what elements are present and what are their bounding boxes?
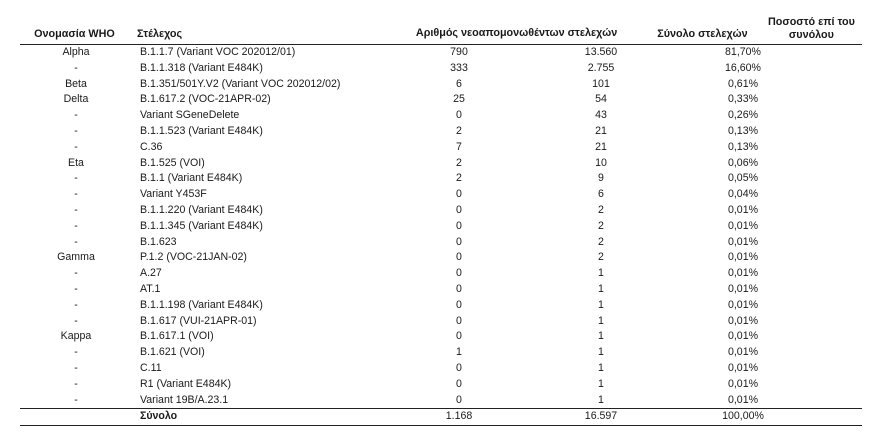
header-strain: Στέλεχος (136, 28, 183, 40)
cell-new: 2 (456, 124, 462, 137)
cell-new: 790 (450, 46, 468, 58)
totals-total: 16.597 (584, 410, 618, 423)
table-row (20, 171, 862, 187)
cell-new: 0 (456, 361, 462, 374)
header-pct: Ποσοστό επί του συνόλου (767, 16, 855, 41)
cell-strain: B.1.617.1 (VOI) (140, 330, 214, 343)
cell-who: - (74, 282, 78, 295)
cell-pct: 0,01% (727, 361, 759, 374)
table-row (20, 124, 862, 140)
cell-total: 1 (598, 298, 604, 311)
cell-total: 2 (598, 235, 604, 248)
cell-total: 54 (595, 93, 607, 106)
cell-strain: C.11 (140, 361, 162, 374)
cell-pct: 81,70% (725, 46, 761, 58)
cell-total: 2 (598, 219, 604, 232)
cell-pct: 0,01% (727, 393, 759, 406)
cell-who: - (74, 109, 78, 122)
cell-who: - (74, 140, 78, 153)
cell-total: 13.560 (584, 46, 618, 58)
cell-who: - (74, 188, 78, 201)
cell-strain: B.1.1 (Variant E484K) (140, 172, 243, 185)
cell-who: - (74, 235, 78, 248)
table-row (20, 187, 862, 203)
cell-pct: 0,01% (727, 298, 759, 311)
cell-who: Alpha (62, 46, 90, 58)
cell-pct: 0,06% (727, 156, 759, 169)
cell-who: Eta (68, 156, 84, 169)
cell-pct: 0,61% (727, 77, 759, 90)
cell-new: 0 (456, 267, 462, 280)
cell-new: 2 (456, 172, 462, 185)
table-row (20, 314, 862, 330)
cell-pct: 16,60% (725, 61, 761, 74)
header-total: Σύνολο στελεχών (657, 28, 748, 40)
cell-pct: 0,05% (727, 172, 759, 185)
table-row (20, 250, 862, 266)
cell-total: 1 (598, 361, 604, 374)
cell-total: 2 (598, 203, 604, 216)
cell-strain: Variant Y453F (140, 188, 207, 201)
totals-label: Σύνολο (140, 410, 178, 423)
cell-pct: 0,01% (727, 267, 759, 280)
cell-pct: 0,01% (727, 314, 759, 327)
table-row (20, 266, 862, 282)
cell-who: - (74, 314, 78, 327)
cell-new: 25 (453, 93, 465, 106)
cell-new: 0 (456, 251, 462, 264)
table-row (20, 92, 862, 108)
cell-total: 1 (598, 314, 604, 327)
cell-who: - (74, 346, 78, 359)
cell-new: 0 (456, 298, 462, 311)
cell-total: 1 (598, 346, 604, 359)
cell-total: 43 (595, 109, 607, 122)
cell-who: - (74, 361, 78, 374)
cell-strain: B.1.525 (VOI) (140, 156, 205, 169)
cell-total: 1 (598, 393, 604, 406)
table-header (20, 10, 862, 45)
cell-new: 0 (456, 393, 462, 406)
cell-new: 1 (456, 346, 462, 359)
cell-strain: A.27 (140, 267, 162, 280)
table-row (20, 77, 862, 93)
cell-new: 0 (456, 314, 462, 327)
cell-new: 0 (456, 235, 462, 248)
header-who: Ονομασία WHO (34, 28, 115, 40)
cell-strain: B.1.1.523 (Variant E484K) (140, 124, 263, 137)
totals-row (20, 408, 862, 426)
cell-total: 1 (598, 267, 604, 280)
header-new: Αριθμός νεοαπομονωθέντων στελεχών (415, 27, 618, 40)
cell-pct: 0,01% (727, 203, 759, 216)
cell-pct: 0,01% (727, 235, 759, 248)
cell-new: 0 (456, 203, 462, 216)
cell-strain: B.1.1.7 (Variant VOC 202012/01) (140, 46, 296, 58)
cell-pct: 0,01% (727, 330, 759, 343)
cell-total: 21 (595, 140, 607, 153)
table-row (20, 61, 862, 77)
cell-strain: B.1.1.345 (Variant E484K) (140, 219, 263, 232)
cell-who: - (74, 267, 78, 280)
table-row (20, 298, 862, 314)
cell-who: Delta (63, 93, 89, 106)
cell-pct: 0,33% (727, 93, 759, 106)
cell-pct: 0,04% (727, 188, 759, 201)
table-row (20, 45, 862, 61)
cell-new: 0 (456, 282, 462, 295)
cell-new: 333 (450, 61, 468, 74)
cell-pct: 0,01% (727, 346, 759, 359)
cell-pct: 0,13% (727, 140, 759, 153)
table-row (20, 108, 862, 124)
cell-pct: 0,01% (727, 219, 759, 232)
totals-new: 1.168 (445, 410, 473, 423)
cell-total: 6 (598, 188, 604, 201)
cell-total: 9 (598, 172, 604, 185)
table-row (20, 345, 862, 361)
cell-total: 1 (598, 377, 604, 390)
cell-strain: B.1.351/501Y.V2 (Variant VOC 202012/02) (140, 77, 341, 90)
cell-strain: B.1.617.2 (VOC-21APR-02) (140, 93, 271, 106)
cell-strain: Variant 19B/A.23.1 (140, 393, 229, 406)
cell-total: 2 (598, 251, 604, 264)
cell-pct: 0,26% (727, 109, 759, 122)
table-row (20, 361, 862, 377)
cell-new: 2 (456, 156, 462, 169)
table-row (20, 329, 862, 345)
cell-who: Kappa (60, 330, 92, 343)
table-row (20, 235, 862, 251)
cell-who: - (74, 298, 78, 311)
table-row (20, 377, 862, 393)
variants-table (20, 10, 862, 426)
cell-total: 2.755 (587, 61, 615, 74)
table-row (20, 140, 862, 156)
cell-strain: B.1.1.198 (Variant E484K) (140, 298, 263, 311)
cell-strain: B.1.617 (VUI-21APR-01) (140, 314, 257, 327)
cell-new: 0 (456, 188, 462, 201)
cell-total: 10 (595, 156, 607, 169)
cell-strain: B.1.621 (VOI) (140, 346, 205, 359)
cell-new: 7 (456, 140, 462, 153)
cell-pct: 0,01% (727, 251, 759, 264)
cell-who: Beta (65, 77, 87, 90)
table-body (20, 45, 862, 408)
table-row (20, 156, 862, 172)
cell-who: - (74, 219, 78, 232)
cell-who: - (74, 172, 78, 185)
cell-new: 6 (456, 77, 462, 90)
cell-who: - (74, 393, 78, 406)
cell-who: - (74, 124, 78, 137)
cell-total: 1 (598, 330, 604, 343)
cell-new: 0 (456, 330, 462, 343)
cell-who: - (74, 61, 78, 74)
cell-strain: B.1.1.318 (Variant E484K) (140, 61, 263, 74)
cell-who: Gamma (57, 251, 95, 264)
cell-total: 21 (595, 124, 607, 137)
cell-total: 101 (592, 77, 610, 90)
table-row (20, 219, 862, 235)
cell-strain: B.1.623 (140, 235, 177, 248)
cell-new: 0 (456, 219, 462, 232)
table-row (20, 282, 862, 298)
cell-pct: 0,01% (727, 282, 759, 295)
table-row (20, 393, 862, 409)
cell-strain: B.1.1.220 (Variant E484K) (140, 203, 263, 216)
table-row (20, 203, 862, 219)
cell-new: 0 (456, 109, 462, 122)
cell-strain: P.1.2 (VOC-21JAN-02) (140, 251, 247, 264)
cell-total: 1 (598, 282, 604, 295)
cell-strain: AT.1 (140, 282, 161, 295)
cell-new: 0 (456, 377, 462, 390)
cell-who: - (74, 377, 78, 390)
cell-who: - (74, 203, 78, 216)
cell-pct: 0,01% (727, 377, 759, 390)
totals-pct: 100,00% (722, 410, 764, 423)
cell-pct: 0,13% (727, 124, 759, 137)
cell-strain: R1 (Variant E484K) (140, 377, 232, 390)
cell-strain: Variant SGeneDelete (140, 109, 240, 122)
cell-strain: C.36 (140, 140, 163, 153)
